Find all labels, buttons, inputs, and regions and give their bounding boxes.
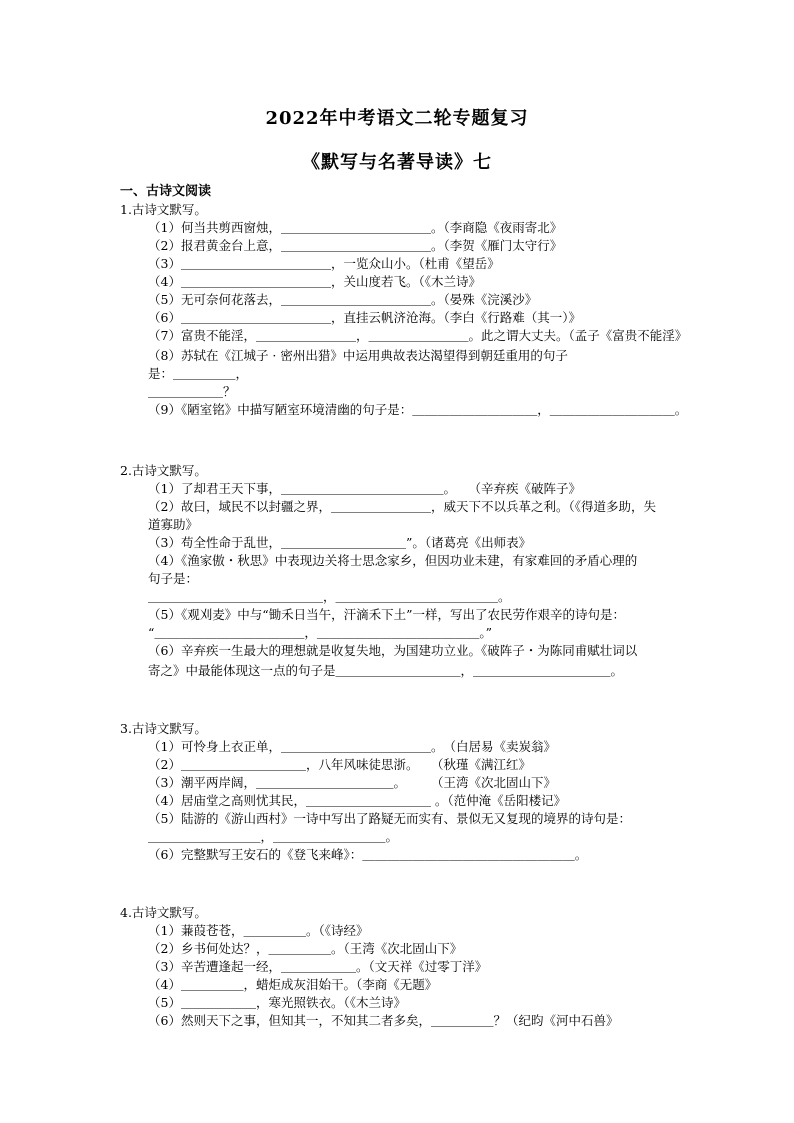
question-line: （4）＿＿＿＿＿，蜡炬成灰泪始干。（李商《无题》 (148, 977, 438, 992)
question-heading-2: 2.古诗文默写。 (120, 463, 207, 478)
question-line: 是：＿＿＿＿＿， (148, 366, 249, 381)
question-line: （7）富贵不能淫，＿＿＿＿＿＿＿＿，＿＿＿＿＿＿＿＿。此之谓大丈夫。（孟子《富贵不能淫》 (148, 328, 688, 343)
question-line: “＿＿＿＿＿＿＿＿＿＿＿＿，＿＿＿＿＿＿＿＿＿＿＿＿＿。” (148, 625, 493, 640)
question-line: （4）居庙堂之高则忧其民，＿＿＿＿＿＿＿＿＿＿ 。（范仲淹《岳阳楼记》 (148, 793, 567, 808)
question-line: （2）报君黄金台上意，＿＿＿＿＿＿＿＿＿＿＿＿。（李贺《雁门太守行》 (148, 238, 563, 253)
question-line: ＿＿＿＿＿＿＿＿＿＿＿＿＿＿，＿＿＿＿＿＿＿＿＿＿＿＿＿。 (148, 589, 511, 604)
question-line: （6）完整默写王安石的《登飞来峰》：＿＿＿＿＿＿＿＿＿＿＿＿＿＿＿＿＿。 (148, 847, 588, 862)
question-line: （5）陆游的《游山西村》一诗中写出了路疑无而实有、景似无又复现的境界的诗句是： (148, 811, 631, 826)
question-line: （1）蒹葭苍苍，＿＿＿＿＿。（《诗经》 (148, 923, 369, 938)
question-line: 句子是： (148, 571, 199, 586)
question-line: （5）无可奈何花落去，＿＿＿＿＿＿＿＿＿＿＿＿。（晏殊《浣溪沙》 (148, 292, 538, 307)
question-heading-3: 3.古诗文默写。 (120, 721, 207, 736)
question-line: （2）乡书何处达？，＿＿＿＿＿。（王湾《次北固山下》 (148, 941, 463, 956)
question-line: （3）潮平两岸阔，＿＿＿＿＿＿＿＿＿＿＿。 （王湾《次北固山下》 (148, 775, 556, 790)
question-line: （6）＿＿＿＿＿＿＿＿＿＿＿＿，直挂云帆济沧海。（李白《行路难（其一）》 (148, 310, 581, 325)
question-heading-4: 4.古诗文默写。 (120, 905, 207, 920)
question-line: （6）辛弃疾一生最大的理想就是收复失地，为国建功立业。《破阵子・为陈同甫赋壮词以 (148, 643, 638, 658)
question-heading-1: 1.古诗文默写。 (120, 202, 207, 217)
question-line: （2）＿＿＿＿＿＿＿＿＿＿，八年风味徒思浙。 （秋瑾《满江红》 (148, 757, 531, 772)
question-line: （4）＿＿＿＿＿＿＿＿＿＿＿＿，关山度若飞。（《木兰诗》 (148, 274, 481, 289)
question-line: （8）苏轼在《江城子 · 密州出猎》中运用典故表达渴望得到朝廷重用的句子 (148, 348, 568, 363)
question-line: ＿＿＿＿＿＿？ (148, 384, 236, 399)
question-line: 寄之》中最能体现这一点的句子是＿＿＿＿＿＿＿＿＿＿，＿＿＿＿＿＿＿＿＿＿＿。 (148, 663, 624, 678)
question-line: 道寡助》 (148, 517, 199, 532)
question-line: （6）然则天下之事，但知其一，不知其二者多矣，＿＿＿＿＿？（纪昀《河中石兽》 (148, 1013, 619, 1028)
question-line: （3）苟全性命于乱世，＿＿＿＿＿＿＿＿＿＿”。（诸葛亮《出师表》 (148, 535, 532, 550)
page-title: 2022年中考语文二轮专题复习 (265, 108, 529, 129)
question-line: （5）＿＿＿＿＿＿，寒光照铁衣。（《木兰诗》 (148, 995, 406, 1010)
question-line: （1）何当共剪西窗烛，＿＿＿＿＿＿＿＿＿＿＿＿。（李商隐《夜雨寄北》 (148, 220, 563, 235)
question-line: （9）《陋室铭》中描写陋室环境清幽的句子是：＿＿＿＿＿＿＿＿＿＿，＿＿＿＿＿＿＿＿＿＿。 (148, 402, 688, 417)
section-heading: 一、古诗文阅读 (120, 184, 212, 199)
question-line: （3）辛苦遭逢起一经，＿＿＿＿＿＿。（文天祥《过零丁洋》 (148, 959, 488, 974)
question-line: ＿＿＿＿＿＿＿＿＿，＿＿＿＿＿＿＿＿＿。 (148, 829, 399, 844)
question-line: （3）＿＿＿＿＿＿＿＿＿＿＿＿，一览众山小。（杜甫《望岳》 (148, 256, 500, 271)
page-subtitle: 《默写与名著导读》七 (302, 152, 492, 173)
question-line: （1）可怜身上衣正单，＿＿＿＿＿＿＿＿＿＿＿＿。 （白居易《卖炭翁》 (148, 739, 556, 754)
question-line: （2）故曰，域民不以封疆之界，＿＿＿＿＿＿＿＿，威天下不以兵革之利。（《得道多助，失 (148, 499, 656, 514)
question-line: （1）了却君王天下事，＿＿＿＿＿＿＿＿＿＿＿＿＿。 （辛弃疾《破阵子》 (148, 481, 581, 496)
question-line: （4）《渔家傲・秋思》中表现边关将士思念家乡，但因功业未建，有家难回的矛盾心理的 (148, 553, 638, 568)
question-line: （5）《观刈麦》中与“锄禾日当午，汗滴禾下土”一样，写出了农民劳作艰辛的诗句是： (148, 607, 625, 622)
